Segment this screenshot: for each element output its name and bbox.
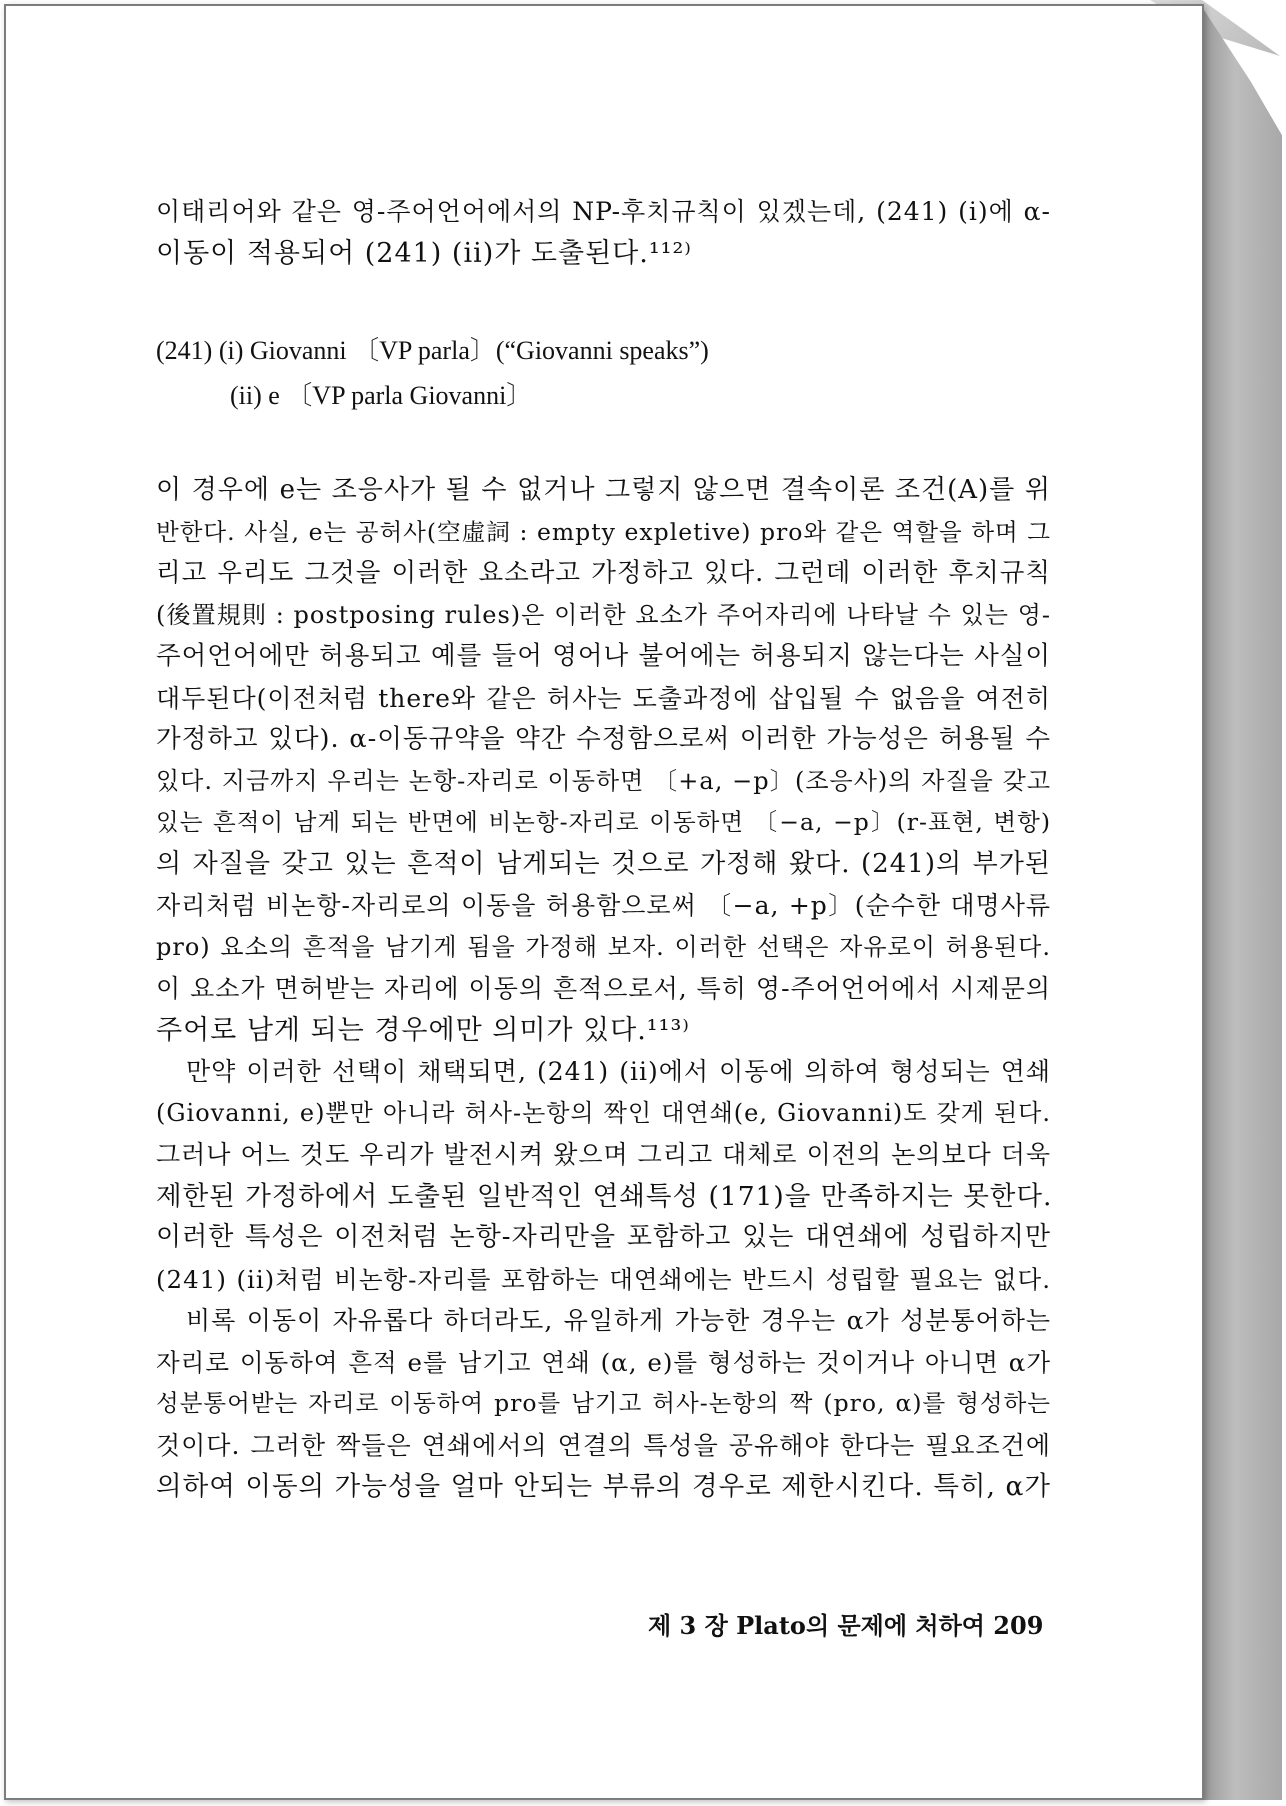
text-line: 비록 이동이 자유롭다 하더라도, 유일하게 가능한 경우는 α가 성분통어하는 (186, 1306, 1051, 1335)
text-line: 것이다. 그러한 짝들은 연쇄에서의 연결의 특성을 공유해야 한다는 필요조건에 (156, 1430, 1051, 1460)
paragraph-1 (156, 191, 1051, 274)
text-line: 주어로 남게 되는 경우에만 의미가 있다.¹¹³⁾ (156, 1014, 690, 1046)
text-line: 자리로 이동하여 흔적 e를 남기고 연쇄 (α, e)를 형성하는 것이거나 아니면 α가 (156, 1347, 1051, 1377)
text-line: 주어언어에만 허용되고 예를 들어 영어나 불어에는 허용되지 않는다는 사실이 (156, 641, 1051, 671)
text-line: 제한된 가정하에서 도출된 일반적인 연쇄특성 (171)을 만족하지는 못한다. (156, 1180, 1053, 1212)
paragraph-2 (156, 470, 1051, 1051)
text-line: 이 요소가 면허받는 자리에 이동의 흔적으로서, 특히 영-주어언어에서 시제문의 (156, 974, 1051, 1003)
text-line: 이러한 특성은 이전처럼 논항-자리만을 포함하고 있는 대연쇄에 성립하지만 (156, 1222, 1051, 1252)
text-line: 자리처럼 비논항-자리로의 이동을 허용함으로써 〔−a, +p〕(순수한 대명사류 (156, 891, 1051, 920)
text-line: 있다. 지금까지 우리는 논항-자리로 이동하면 〔+a, −p〕(조응사)의 자질을 갖고 (156, 766, 1051, 795)
text-line: (後置規則 : postposing rules)은 이러한 요소가 주어자리에 나타날 수 있는 영- (156, 600, 1051, 629)
text-line: 만약 이러한 선택이 채택되면, (241) (ii)에서 이동에 의하여 형성되는 연쇄 (186, 1057, 1051, 1086)
paragraph-3 (156, 1051, 1051, 1300)
text-line: 있는 흔적이 남게 되는 반면에 비논항-자리로 이동하면 〔−a, −p〕(r-표현, 변항) (156, 808, 1051, 836)
text-line: 이 경우에 e는 조응사가 될 수 없거나 그렇지 않으면 결속이론 조건(A)를 위 (156, 475, 1051, 505)
text-line: 가정하고 있다). α-이동규약을 약간 수정함으로써 이러한 가능성은 허용될 수 (156, 724, 1051, 754)
text-line: 성분통어받는 자리로 이동하여 pro를 남기고 허사-논항의 짝 (pro, α)를 형성하는 (156, 1389, 1051, 1417)
text-line: (241) (ii)처럼 비논항-자리를 포함하는 대연쇄에는 반드시 성립할 필요는 없다. (156, 1264, 1051, 1294)
text-line: 의하여 이동의 가능성을 얼마 안되는 부류의 경우로 제한시킨다. 특히, α가 (156, 1471, 1051, 1502)
book-side-edge (1204, 10, 1282, 1800)
text-line: 반한다. 사실, e는 공허사(空虛詞 : empty expletive) pro와 같은 역할을 하며 그 (156, 517, 1051, 546)
text-line: (Giovanni, e)뿐만 아니라 허사-논항의 짝인 대연쇄(e, Giovanni)도 갖게 된다. (156, 1098, 1051, 1127)
book-page (4, 4, 1204, 1800)
paragraph-4 (156, 1300, 1051, 1508)
text-line: 리고 우리도 그것을 이러한 요소라고 가정하고 있다. 그런데 이러한 후치규칙 (156, 558, 1051, 588)
page-footer: 제 3 장 Plato의 문제에 처하여 209 (648, 1611, 1044, 1640)
text-line: 의 자질을 갖고 있는 흔적이 남게되는 것으로 가정해 왔다. (241)의 부가된 (156, 848, 1051, 879)
text-line: pro) 요소의 흔적을 남기게 됨을 가정해 보자. 이러한 선택은 자유로이 허용된다. (156, 932, 1051, 961)
page-body (156, 191, 1051, 1508)
text-line: 대두된다(이전처럼 there와 같은 허사는 도출과정에 삽입될 수 없음을 여전히 (156, 683, 1051, 713)
example-line-ii: (ii) e 〔VP parla Giovanni〕 (230, 381, 533, 410)
text-line: 이태리어와 같은 영-주어언어에서의 NP-후치규칙이 있겠는데, (241) (i)에 α- (156, 197, 1051, 226)
example-line-i: (241) (i) Giovanni 〔VP parla〕(“Giovanni speaks”) (156, 336, 709, 365)
text-line: 이동이 적용되어 (241) (ii)가 도출된다.¹¹²⁾ (156, 237, 692, 269)
text-line: 그러나 어느 것도 우리가 발전시켜 왔으며 그리고 대체로 이전의 논의보다 더욱 (156, 1140, 1051, 1169)
example-241 (156, 328, 1051, 418)
